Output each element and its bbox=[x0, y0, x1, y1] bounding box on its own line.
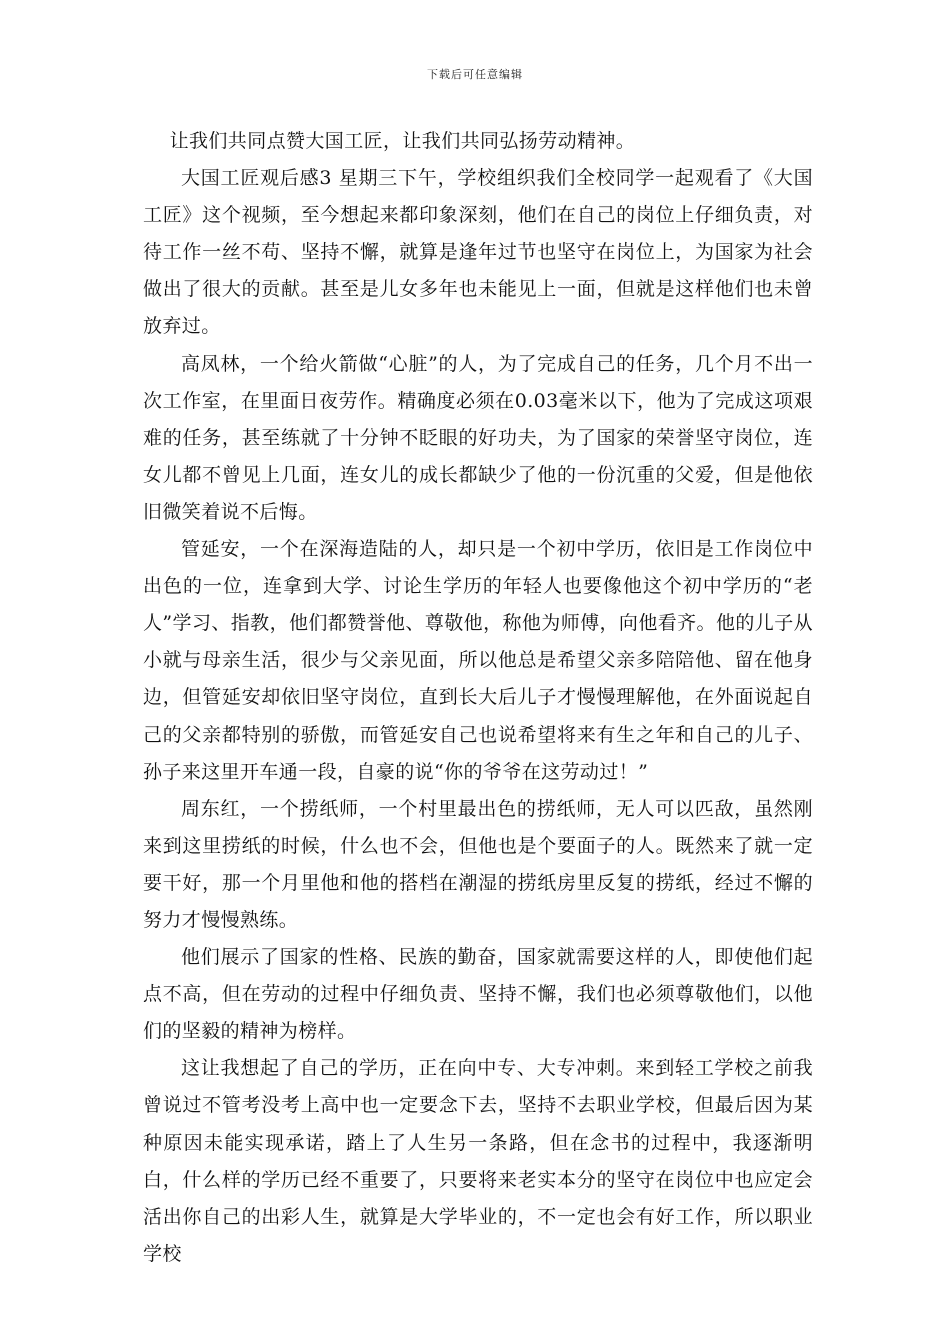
document-body bbox=[143, 123, 813, 1273]
paragraph: 这让我想起了自己的学历，正在向中专、大专冲刺。来到轻工学校之前我曾说过不管考没考上高中也一定要念下去，坚持不去职业学校，但最后因为某种原因未能实现承诺，踏上了人生另一条路，但在念书的过程中，我逐渐明白，什么样的学历已经不重要了，只要将来老实本分的坚守在岗位中也应定会活出你自己的出彩人生，就算是大学毕业的，不一定也会有好工作，所以职业学校 bbox=[143, 1057, 813, 1265]
paragraph: 高凤林，一个给火箭做“心脏”的人，为了完成自己的任务，几个月不出一次工作室，在里面日夜劳作。精确度必须在0.03毫米以下，他为了完成这项艰难的任务，甚至练就了十分钟不眨眼的好功夫，为了国家的荣誉坚守岗位，连女儿都不曾见上几面，连女儿的成长都缺少了他的一份沉重的父爱，但是他依旧微笑着说不后悔。 bbox=[143, 352, 813, 523]
paragraph: 大国工匠观后感3 星期三下午，学校组织我们全校同学一起观看了《大国工匠》这个视频，至今想起来都印象深刻，他们在自己的岗位上仔细负责，对待工作一丝不苟、坚持不懈，就算是逢年过节也坚守在岗位上，为国家为社会做出了很大的贡献。甚至是儿女多年也未能见上一面，但就是这样他们也未曾放弃过。 bbox=[143, 167, 813, 338]
paragraph: 他们展示了国家的性格、民族的勤奋，国家就需要这样的人，即使他们起点不高，但在劳动的过程中仔细负责、坚持不懈，我们也必须尊敬他们，以他们的坚毅的精神为榜样。 bbox=[143, 946, 813, 1043]
paragraph: 让我们共同点赞大国工匠，让我们共同弘扬劳动精神。 bbox=[169, 130, 636, 152]
page-header: 下载后可任意编辑 bbox=[427, 68, 523, 81]
paragraph: 周东红，一个捞纸师，一个村里最出色的捞纸师，无人可以匹敌，虽然刚来到这里捞纸的时候，什么也不会，但他也是个要面子的人。既然来了就一定要干好，那一个月里他和他的搭档在潮湿的捞纸房里反复的捞纸，经过不懈的努力才慢慢熟练。 bbox=[143, 797, 813, 931]
paragraph: 管延安，一个在深海造陆的人，却只是一个初中学历，依旧是工作岗位中出色的一位，连拿到大学、讨论生学历的年轻人也要像他这个初中学历的“老人”学习、指教，他们都赞誉他、尊敬他，称他为师傅，向他看齐。他的儿子从小就与母亲生活，很少与父亲见面，所以他总是希望父亲多陪陪他、留在他身边，但管延安却依旧坚守岗位，直到长大后儿子才慢慢理解他，在外面说起自己的父亲都特别的骄傲，而管延安自己也说希望将来有生之年和自己的儿子、孙子来这里开车通一段，自豪的说“你的爷爷在这劳动过！” bbox=[143, 538, 813, 783]
